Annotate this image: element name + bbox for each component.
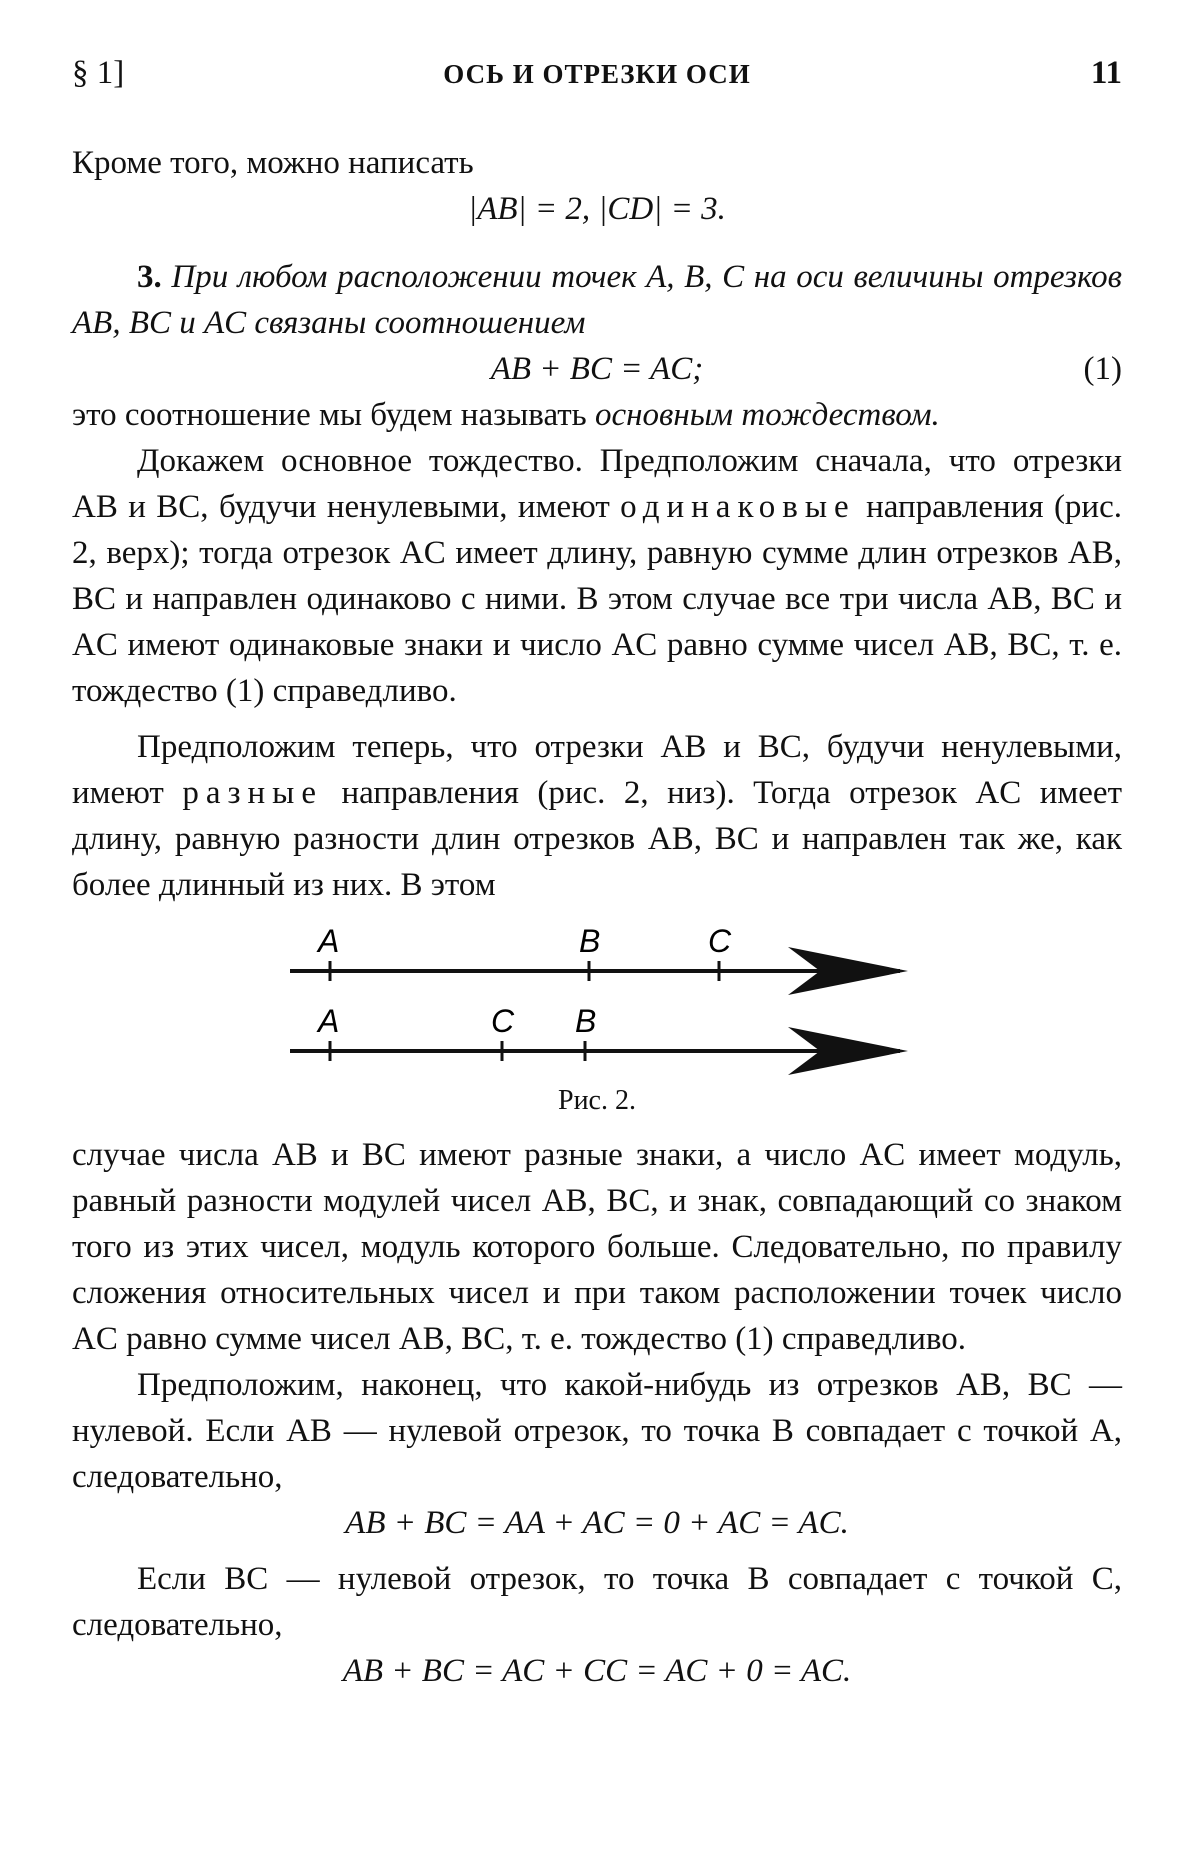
proof1-spaced-word: одинаковые (620, 489, 856, 525)
section-number: § 1] (72, 55, 125, 91)
proof1-text-b: направления (рис. 2, верх); тогда отрезок AC имеет длину, равную сумме длин отрезков AB, BC и направлен одинаково с ними. В этом случае все три числа AB, BC и AC имеют одинаковые знаки и число AC равно сумме чисел AB, BC, т. е. тождество (1) справедливо. (72, 489, 1122, 709)
statement-number: 3. (137, 259, 162, 295)
equation-1 (72, 346, 1122, 392)
figure-caption: Рис. 2. (558, 1085, 636, 1116)
equation-3: AB + BC = AC + CC = AC + 0 = AC. (342, 1653, 852, 1689)
figure-2 (72, 916, 1122, 1126)
label-bottom-c: C (491, 1003, 515, 1039)
equation-2: AB + BC = AA + AC = 0 + AC = AC. (345, 1505, 849, 1541)
label-top-a: A (318, 923, 340, 959)
proof2-text-a: Предположим теперь, что отрезки AB и BC, будучи ненулевыми, имеют (72, 729, 1122, 811)
last-paragraph: Если BC — нулевой отрезок, то точка B совпадает с точкой C, следовательно, (72, 1561, 1122, 1643)
page-number: 11 (1090, 55, 1122, 91)
running-title: ОСЬ И ОТРЕЗКИ ОСИ (443, 59, 751, 89)
proof2-spaced-word: разные (182, 775, 323, 811)
final-paragraph: Предположим, наконец, что какой-нибудь из отрезков AB, BC — нулевой. Если AB — нулевой отрезок, то точка B совпадает с точкой A, следовательно, (72, 1367, 1122, 1495)
identity-text: это соотношение мы будем называть (72, 397, 595, 433)
equation-lengths: |AB| = 2, |CD| = 3. (468, 191, 726, 227)
label-bottom-b: B (575, 1003, 597, 1039)
proof-paragraph-1 (72, 438, 1122, 714)
statement-3 (72, 254, 1122, 346)
identity-term: основным тождеством. (594, 397, 940, 433)
intro-line: Кроме того, можно написать (72, 145, 474, 181)
running-header (72, 55, 1122, 105)
spacer (72, 232, 1122, 254)
case-paragraph: случае числа AB и BC имеют разные знаки, а число AC имеет модуль, равный разности модулей чисел AB, BC, и знак, совпадающий со знаком того из этих чисел, модуль которого больше. Следовательно, по правилу сложения относительных чисел и при таком расположении точек число AC равно сумме чисел AB, BC, т. е. тождество (1) справедливо. (72, 1137, 1122, 1357)
identity-definition (72, 392, 1122, 438)
statement-text: При любом расположении точек A, B, C на оси величины отрезков AB, BC и AC связаны соотношением (72, 259, 1123, 341)
label-top-c: C (708, 923, 732, 959)
equation-1-number: (1) (1083, 351, 1122, 387)
spacer (72, 1546, 1122, 1556)
proof-paragraph-2 (72, 724, 1122, 908)
page-body (72, 140, 1122, 1694)
proof1-text-a: Докажем основное тождество. Предположим сначала, что отрезки AB и BC, будучи ненулевыми, имеют (72, 443, 1122, 525)
axis-diagram (72, 916, 1122, 1076)
proof2-text-b: направления (рис. 2, низ). Тогда отрезок AC имеет длину, равную разности длин отрезков AB, BC и направлен так же, как более длинный из них. В этом (72, 775, 1122, 903)
label-bottom-a: A (318, 1003, 340, 1039)
equation-1-text: AB + BC = AC; (490, 351, 704, 387)
label-top-b: B (579, 923, 601, 959)
spacer (72, 714, 1122, 724)
